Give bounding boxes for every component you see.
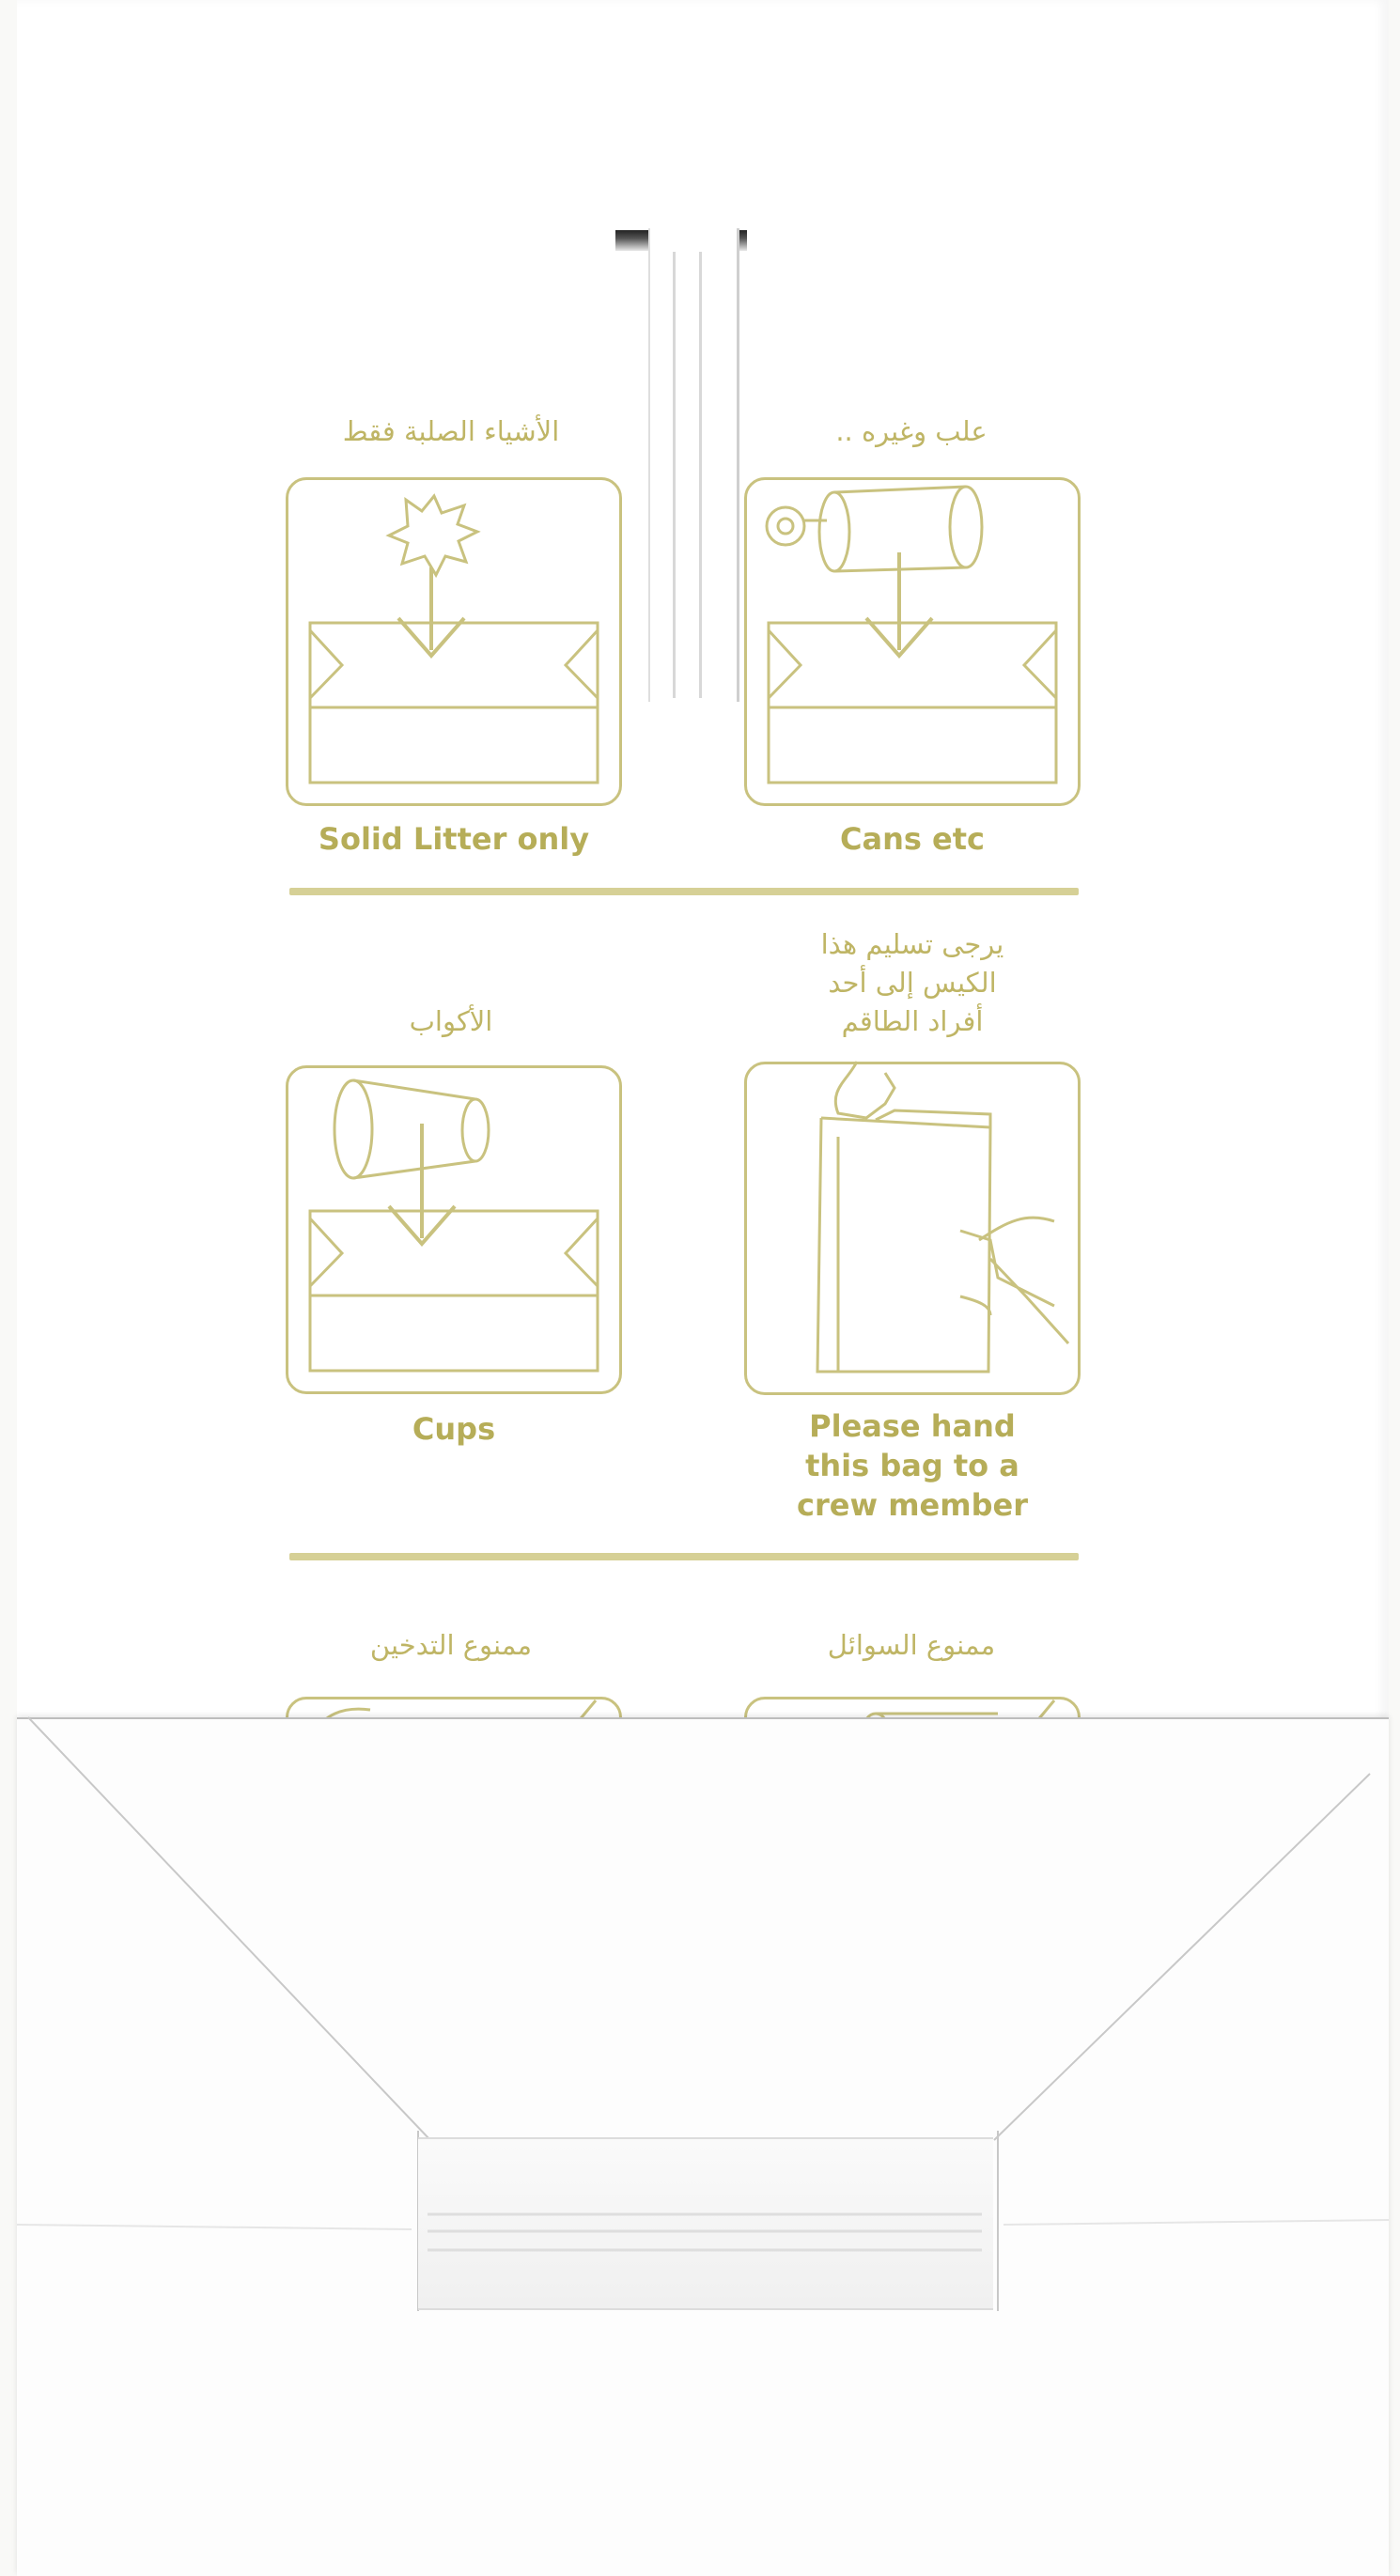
hand-bag-arabic-line-2: الكيس إلى أحد [828,967,997,999]
no-liquids-arabic-label: ممنوع السوائل [827,1629,996,1661]
cup-icon [286,1065,622,1394]
hand-bag-arabic-line-1: يرجى تسليم هذا [820,928,1004,960]
section-divider [289,888,1079,895]
hand-bag-english-line-3: crew member [797,1487,1028,1523]
cans-arabic-label: علب وغيره .. [835,415,988,447]
solid-litter-icon [286,477,622,806]
band-crease-lines [418,2137,993,2306]
seam-line [673,252,676,698]
cans-english-label: Cans etc [839,821,985,857]
bag-seam-strip [648,228,739,702]
hand-bag-english-line-2: this bag to a [805,1448,1019,1483]
hand-bag-icon [744,1062,1081,1395]
no-smoking-arabic-label: ممنوع التدخين [369,1629,533,1661]
hand-bag-english-line-1: Please hand [809,1408,1016,1444]
solid-litter-arabic-label: الأشياء الصلبة فقط [342,415,560,447]
hand-bag-arabic-line-3: أفراد الطاقم [841,1005,984,1037]
cups-arabic-label: الأكواب [409,1005,493,1037]
solid-litter-english-label: Solid Litter only [318,821,590,857]
section-divider [289,1553,1079,1560]
cups-english-label: Cups [412,1411,496,1447]
seam-line [699,252,702,698]
can-icon [744,477,1081,806]
